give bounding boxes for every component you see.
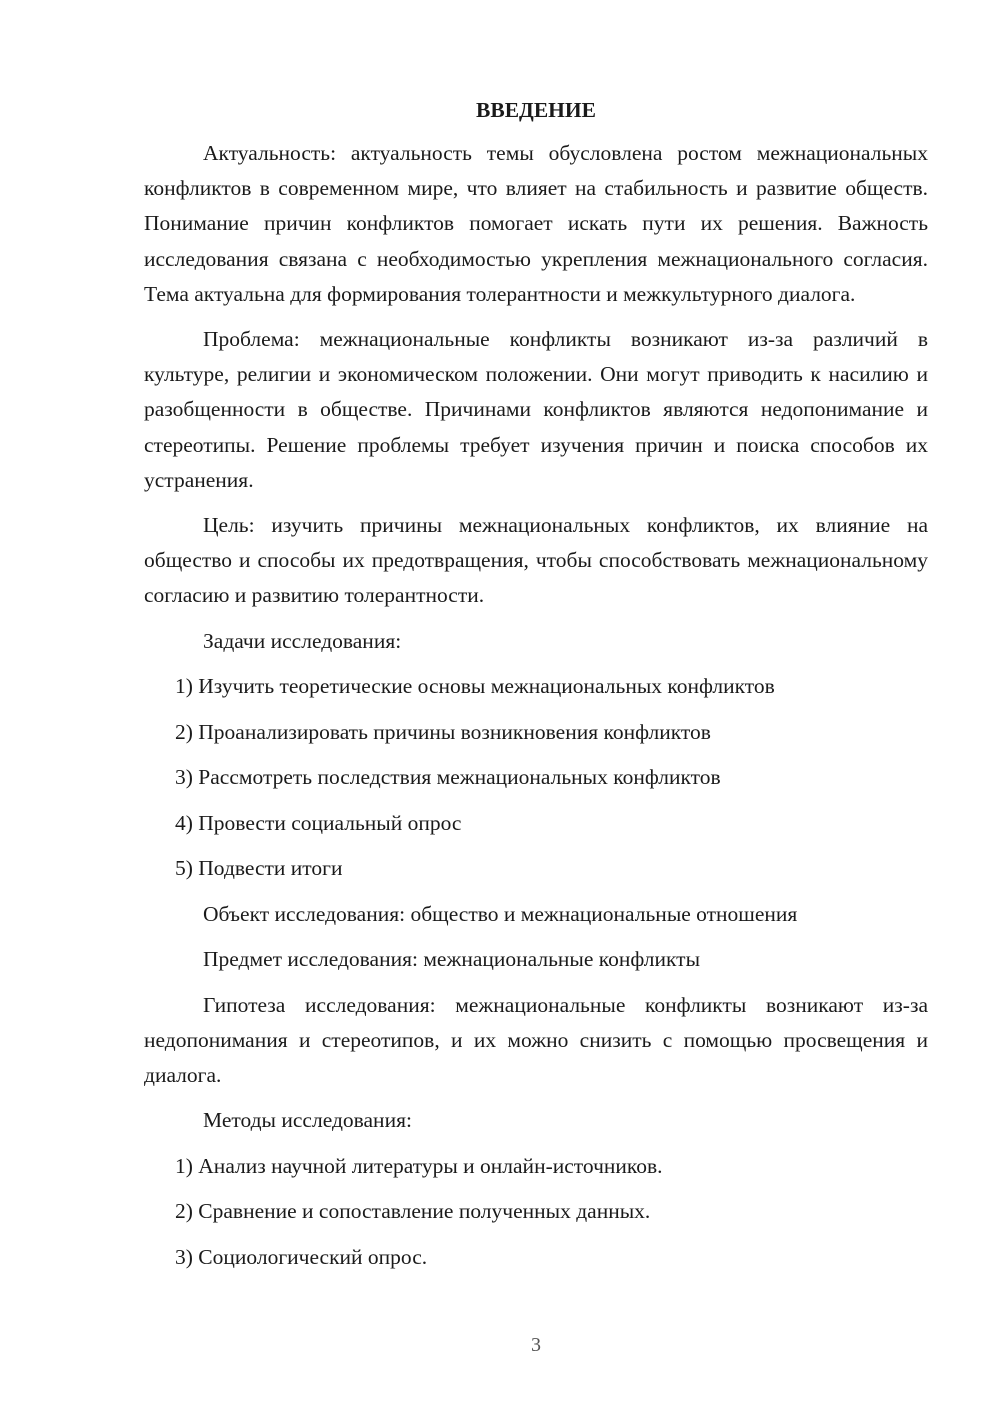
method-item: 2) Сравнение и сопоставление полученных данных. [175, 1199, 651, 1224]
page-title: ВВЕДЕНИЕ [476, 98, 596, 122]
tasks-heading: Задачи исследования: [203, 628, 402, 653]
task-item: 4) Провести социальный опрос [175, 810, 462, 835]
page-content [144, 96, 928, 1285]
page-number: 3 [531, 1334, 541, 1356]
task-item: 3) Рассмотреть последствия межнациональных конфликтов [175, 765, 721, 790]
methods-heading: Методы исследования: [203, 1108, 412, 1133]
methods-list [144, 1149, 928, 1286]
tasks-list [144, 669, 928, 897]
task-item: 1) Изучить теоретические основы межнациональных конфликтов [175, 674, 775, 699]
research-object: Объект исследования: общество и межнациональные отношения [203, 901, 798, 926]
relevance-paragraph: Актуальность: актуальность темы обусловлена ростом межнациональных конфликтов в современном мире, что влияет на стабильность и развитие обществ. Понимание причин конфликтов помогает искать пути их решения. Важность исследования связана с необходимостью укрепления межнационального согласия. Тема актуальна для формирования толерантности и межкультурного диалога. [144, 141, 928, 306]
method-item: 1) Анализ научной литературы и онлайн-источников. [175, 1153, 663, 1178]
research-subject: Предмет исследования: межнациональные конфликты [203, 947, 701, 972]
hypothesis-paragraph: Гипотеза исследования: межнациональные конфликты возникают из-за недопонимания и стереотипов, и их можно снизить с помощью просвещения и диалога. [144, 992, 928, 1088]
goal-paragraph: Цель: изучить причины межнациональных конфликтов, их влияние на общество и способы их предотвращения, чтобы способствовать межнациональному согласию и развитию толерантности. [144, 513, 928, 608]
task-item: 5) Подвести итоги [175, 856, 343, 881]
method-item: 3) Социологический опрос. [175, 1244, 428, 1269]
problem-paragraph: Проблема: межнациональные конфликты возникают из-за различий в культуре, религии и экономическом положении. Они могут приводить к насилию и разобщенности в обществе. Причинами конфликтов являются недопонимание и стереотипы. Решение проблемы требует изучения причин и поиска способов их устранения. [144, 327, 928, 492]
task-item: 2) Проанализировать причины возникновения конфликтов [175, 719, 711, 744]
